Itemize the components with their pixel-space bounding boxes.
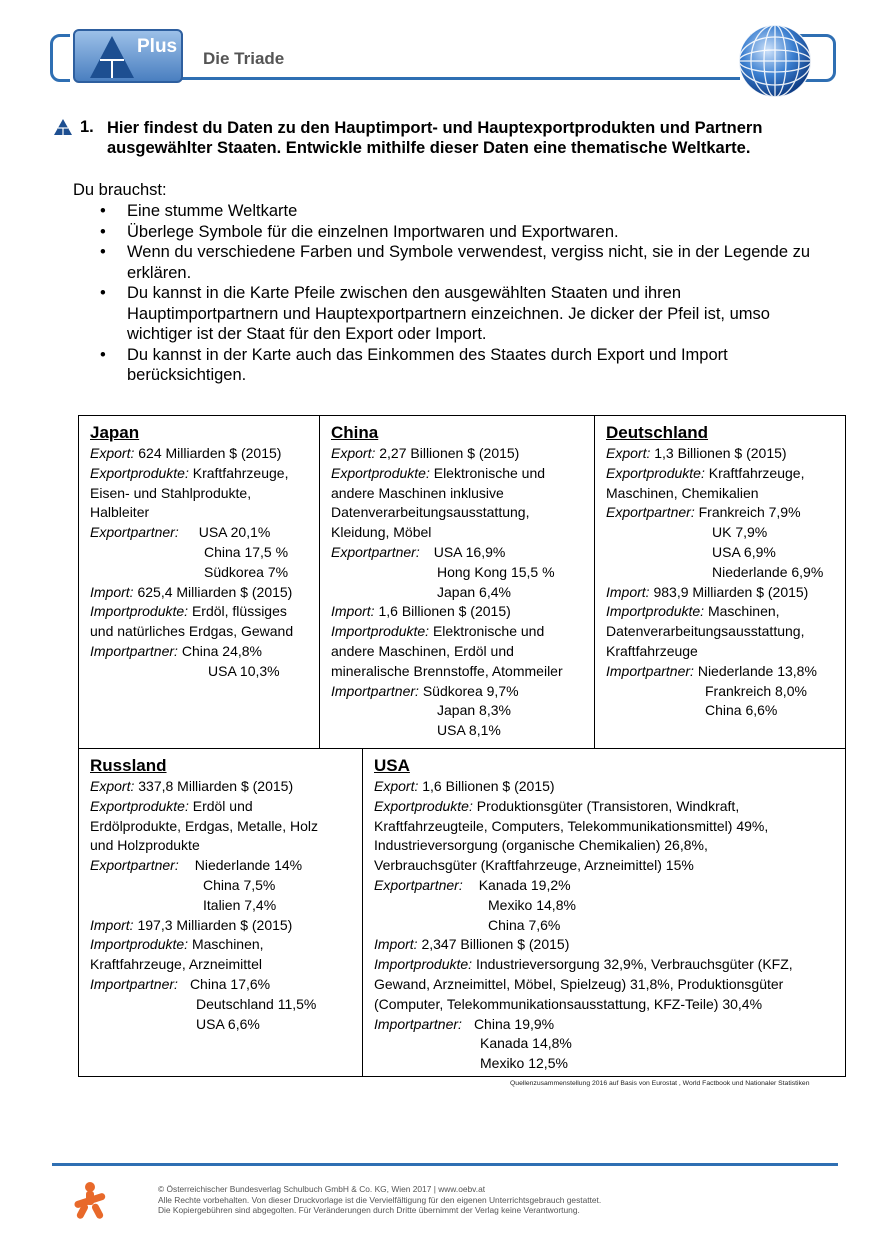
country-name: Deutschland xyxy=(606,423,709,442)
header-underline xyxy=(180,77,740,80)
table-divider xyxy=(78,748,846,749)
country-cell-china: China Export: 2,27 Billionen $ (2015) Exportprodukte: Elektronische und andere Maschinen inklusive Datenverarbeitungsausstattung, Kleidung, Möbel Exportpartner: USA 16,9% Hong Kong 15,5 % Japan 6,4% Import: 1,6 Billionen $ (2015) Importprodukte: Elektronische und andere Maschinen, Erdöl und mineralische Brennstoffe, Atommeiler Importpartner: Südkorea 9,7% Japan 8,3% USA 8,1% xyxy=(331,423,563,739)
country-cell-usa: USA Export: 1,6 Billionen $ (2015) Exportprodukte: Produktionsgüter (Transistoren, Windkraft, Kraftfahrzeugteile, Computers, Telekommunikationsmittel) 49%, Industrieversorgung (organische Chemikalien) 26,8%, Verbrauchsgüter (Kraftfahrzeuge, Arzneimittel) 15% Exportpartner: Kanada 19,2% Mexiko 14,8% China 7,6% Import: 2,347 Billionen $ (2015) Importprodukte: Industrieversorgung 32,9%, Verbrauchsgüter (KFZ, Gewand, Arzneimittel, Möbel, Spielzeug) 31,8%, Produktionsgüter (Computer, Telekommunikationsausstattung, KFZ-Teile) 30,4% Importpartner: China 19,9% Kanada 14,8% Mexiko 12,5% xyxy=(374,756,793,1072)
country-name: USA xyxy=(374,756,410,775)
globe-icon xyxy=(737,23,813,99)
source-note: Quellenzusammenstellung 2016 auf Basis von Eurostat , World Factbook und Nationaler Statistiken xyxy=(510,1080,810,1087)
country-name: Japan xyxy=(90,423,140,442)
pyramid-icon xyxy=(88,34,136,80)
country-name: China xyxy=(331,423,379,442)
page-title: Die Triade xyxy=(203,49,285,68)
table-divider xyxy=(594,415,595,748)
list-item: • Eine stumme Weltkarte xyxy=(100,201,835,222)
pyramid-small-icon xyxy=(53,118,73,136)
logo-label: Plus xyxy=(137,36,178,57)
country-cell-deutschland: Deutschland Export: 1,3 Billionen $ (2015) Exportprodukte: Kraftfahrzeuge, Maschinen, Chemikalien Exportpartner: Frankreich 7,9% UK 7,9% USA 6,9% Niederlande 6,9% Import: 983,9 Milliarden $ (2015) Importprodukte: Maschinen, Datenverarbeitungsausstattung, Kraftfahrzeuge Importpartner: Niederlande 13,8% Frankreich 8,0% China 6,6% xyxy=(606,423,824,719)
copyright-notice: © Österreichischer Bundesverlag Schulbuch GmbH & Co. KG, Wien 2017 | www.oebv.at Alle Rechte vorbehalten. Von dieser Druckvorlage ist die Vervielfältigung für den eigenen Unterrichtsgebrauch gestattet. Die Kopiergebühren sind abgegolten. Für Veränderungen durch Dritte übernimmt der Verlag keine Verantwortung. xyxy=(158,1184,602,1215)
list-item: • Wenn du verschiedene Farben und Symbole verwendest, vergiss nicht, sie in der Legende zu erklären. xyxy=(100,242,835,283)
footer-line xyxy=(52,1163,838,1166)
country-name: Russland xyxy=(90,756,167,775)
task-number: 1. xyxy=(80,118,94,136)
list-item: • Du kannst in der Karte auch das Einkommen des Staates durch Export und Import berücksichtigen. xyxy=(100,345,835,386)
publisher-logo-icon xyxy=(70,1181,110,1221)
need-label: Du brauchst: xyxy=(73,181,167,199)
list-item: • Überlege Symbole für die einzelnen Importwaren und Exportwaren. xyxy=(100,222,835,243)
country-cell-japan: Japan Export: 624 Milliarden $ (2015) Exportprodukte: Kraftfahrzeuge, Eisen- und Stahlprodukte, Halbleiter Exportpartner: USA 20,1% China 17,5 % Südkorea 7% Import: 625,4 Milliarden $ (2015) Importprodukte: Erdöl, flüssiges und natürliches Erdgas, Gewand Importpartner: China 24,8% USA 10,3% xyxy=(90,423,294,679)
list-item: • Du kannst in die Karte Pfeile zwischen den ausgewählten Staaten und ihren Hauptimportpartnern und Hauptexportpartnern einzeichnen. Je dicker der Pfeil ist, umso wichtiger ist der Staat für den Export oder Import. xyxy=(100,283,835,345)
table-divider xyxy=(362,748,363,1077)
task-instruction: Hier findest du Daten zu den Hauptimport- und Hauptexportprodukten und Partnern ausgewählter Staaten. Entwickle mithilfe dieser Daten eine thematische Weltkarte. xyxy=(107,119,763,157)
requirements-list xyxy=(100,201,835,386)
country-cell-russland: Russland Export: 337,8 Milliarden $ (2015) Exportprodukte: Erdöl und Erdölprodukte, Erdgas, Metalle, Holz und Holzprodukte Exportpartner: Niederlande 14% China 7,5% Italien 7,4% Import: 197,3 Milliarden $ (2015) Importprodukte: Maschinen, Kraftfahrzeuge, Arzneimittel Importpartner: China 17,6% Deutschland 11,5% USA 6,6% xyxy=(90,756,318,1032)
table-divider xyxy=(319,415,320,748)
